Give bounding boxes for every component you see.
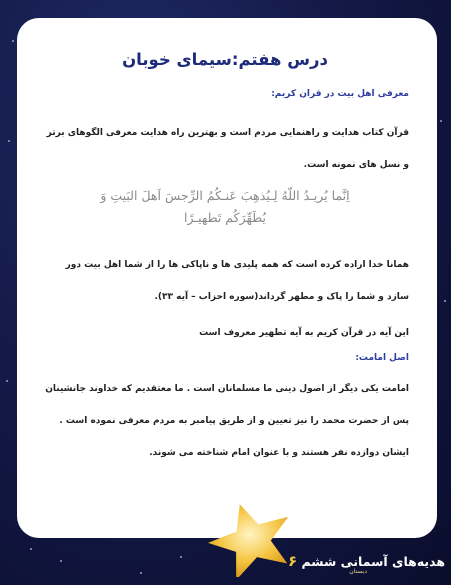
lesson-card	[17, 18, 437, 538]
star-dot	[60, 560, 62, 562]
star-dot	[440, 120, 442, 122]
star-dot	[180, 556, 182, 558]
verse-explanation-paragraph: همانا خدا اراده کرده است که همه پلیدی ها و ناپاکی ها را از شما اهل بیت دور سازد و شما را پاک و مطهر گرداند(سوره احزاب – آیه ۳۳).	[65, 260, 409, 302]
star-dot	[6, 380, 8, 382]
star-dot	[140, 572, 142, 574]
intro-paragraph: قرآن کتاب هدایت و راهنمایی مردم است و بهترین راه هدایت معرفی الگوهای برتر و نسل های نمونه است.	[46, 128, 409, 170]
lesson-title: درس هفتم:سیمای خوبان	[122, 50, 328, 69]
section-heading-ahl-bayt: معرفی اهل بیت در قران کریم:	[271, 89, 409, 99]
star-dot	[12, 40, 14, 42]
quran-verse	[41, 185, 409, 229]
star-dot	[8, 140, 10, 142]
star-dot	[30, 548, 32, 550]
grade-mark: ۶	[287, 552, 298, 570]
book-title: هدیه‌های آسمانی ششم	[301, 554, 445, 569]
school-level: دبستان	[349, 568, 367, 575]
tathir-sentence: این آیه در قرآن کریم به آیه تطهیر معروف است	[199, 328, 409, 338]
verse-line-1: اِنَّما یُریـدُ اللّهُ لِـیُذهِبَ عَنـکُمُ الرِّجسَ اَهلَ البَیتِ وَ	[100, 188, 350, 203]
star-dot	[444, 300, 446, 302]
section-heading-imamat: اصل امامت:	[355, 353, 409, 363]
book-footer	[288, 552, 445, 575]
imamat-paragraph: امامت یکی دیگر از اصول دینی ما مسلمانان است . ما معتقدیم که خداوند جانشینان پس از حضرت محمد را نیز تعیین و از طریق پیامبر به مردم معرفی نموده است . ایشان دوازده نفر هستند و با عنوان امام شناخته می شوند.	[45, 384, 409, 458]
star-icon	[205, 497, 301, 577]
verse-line-2: یُطَهِّرَکُم تَطهیـرًا	[184, 210, 266, 225]
